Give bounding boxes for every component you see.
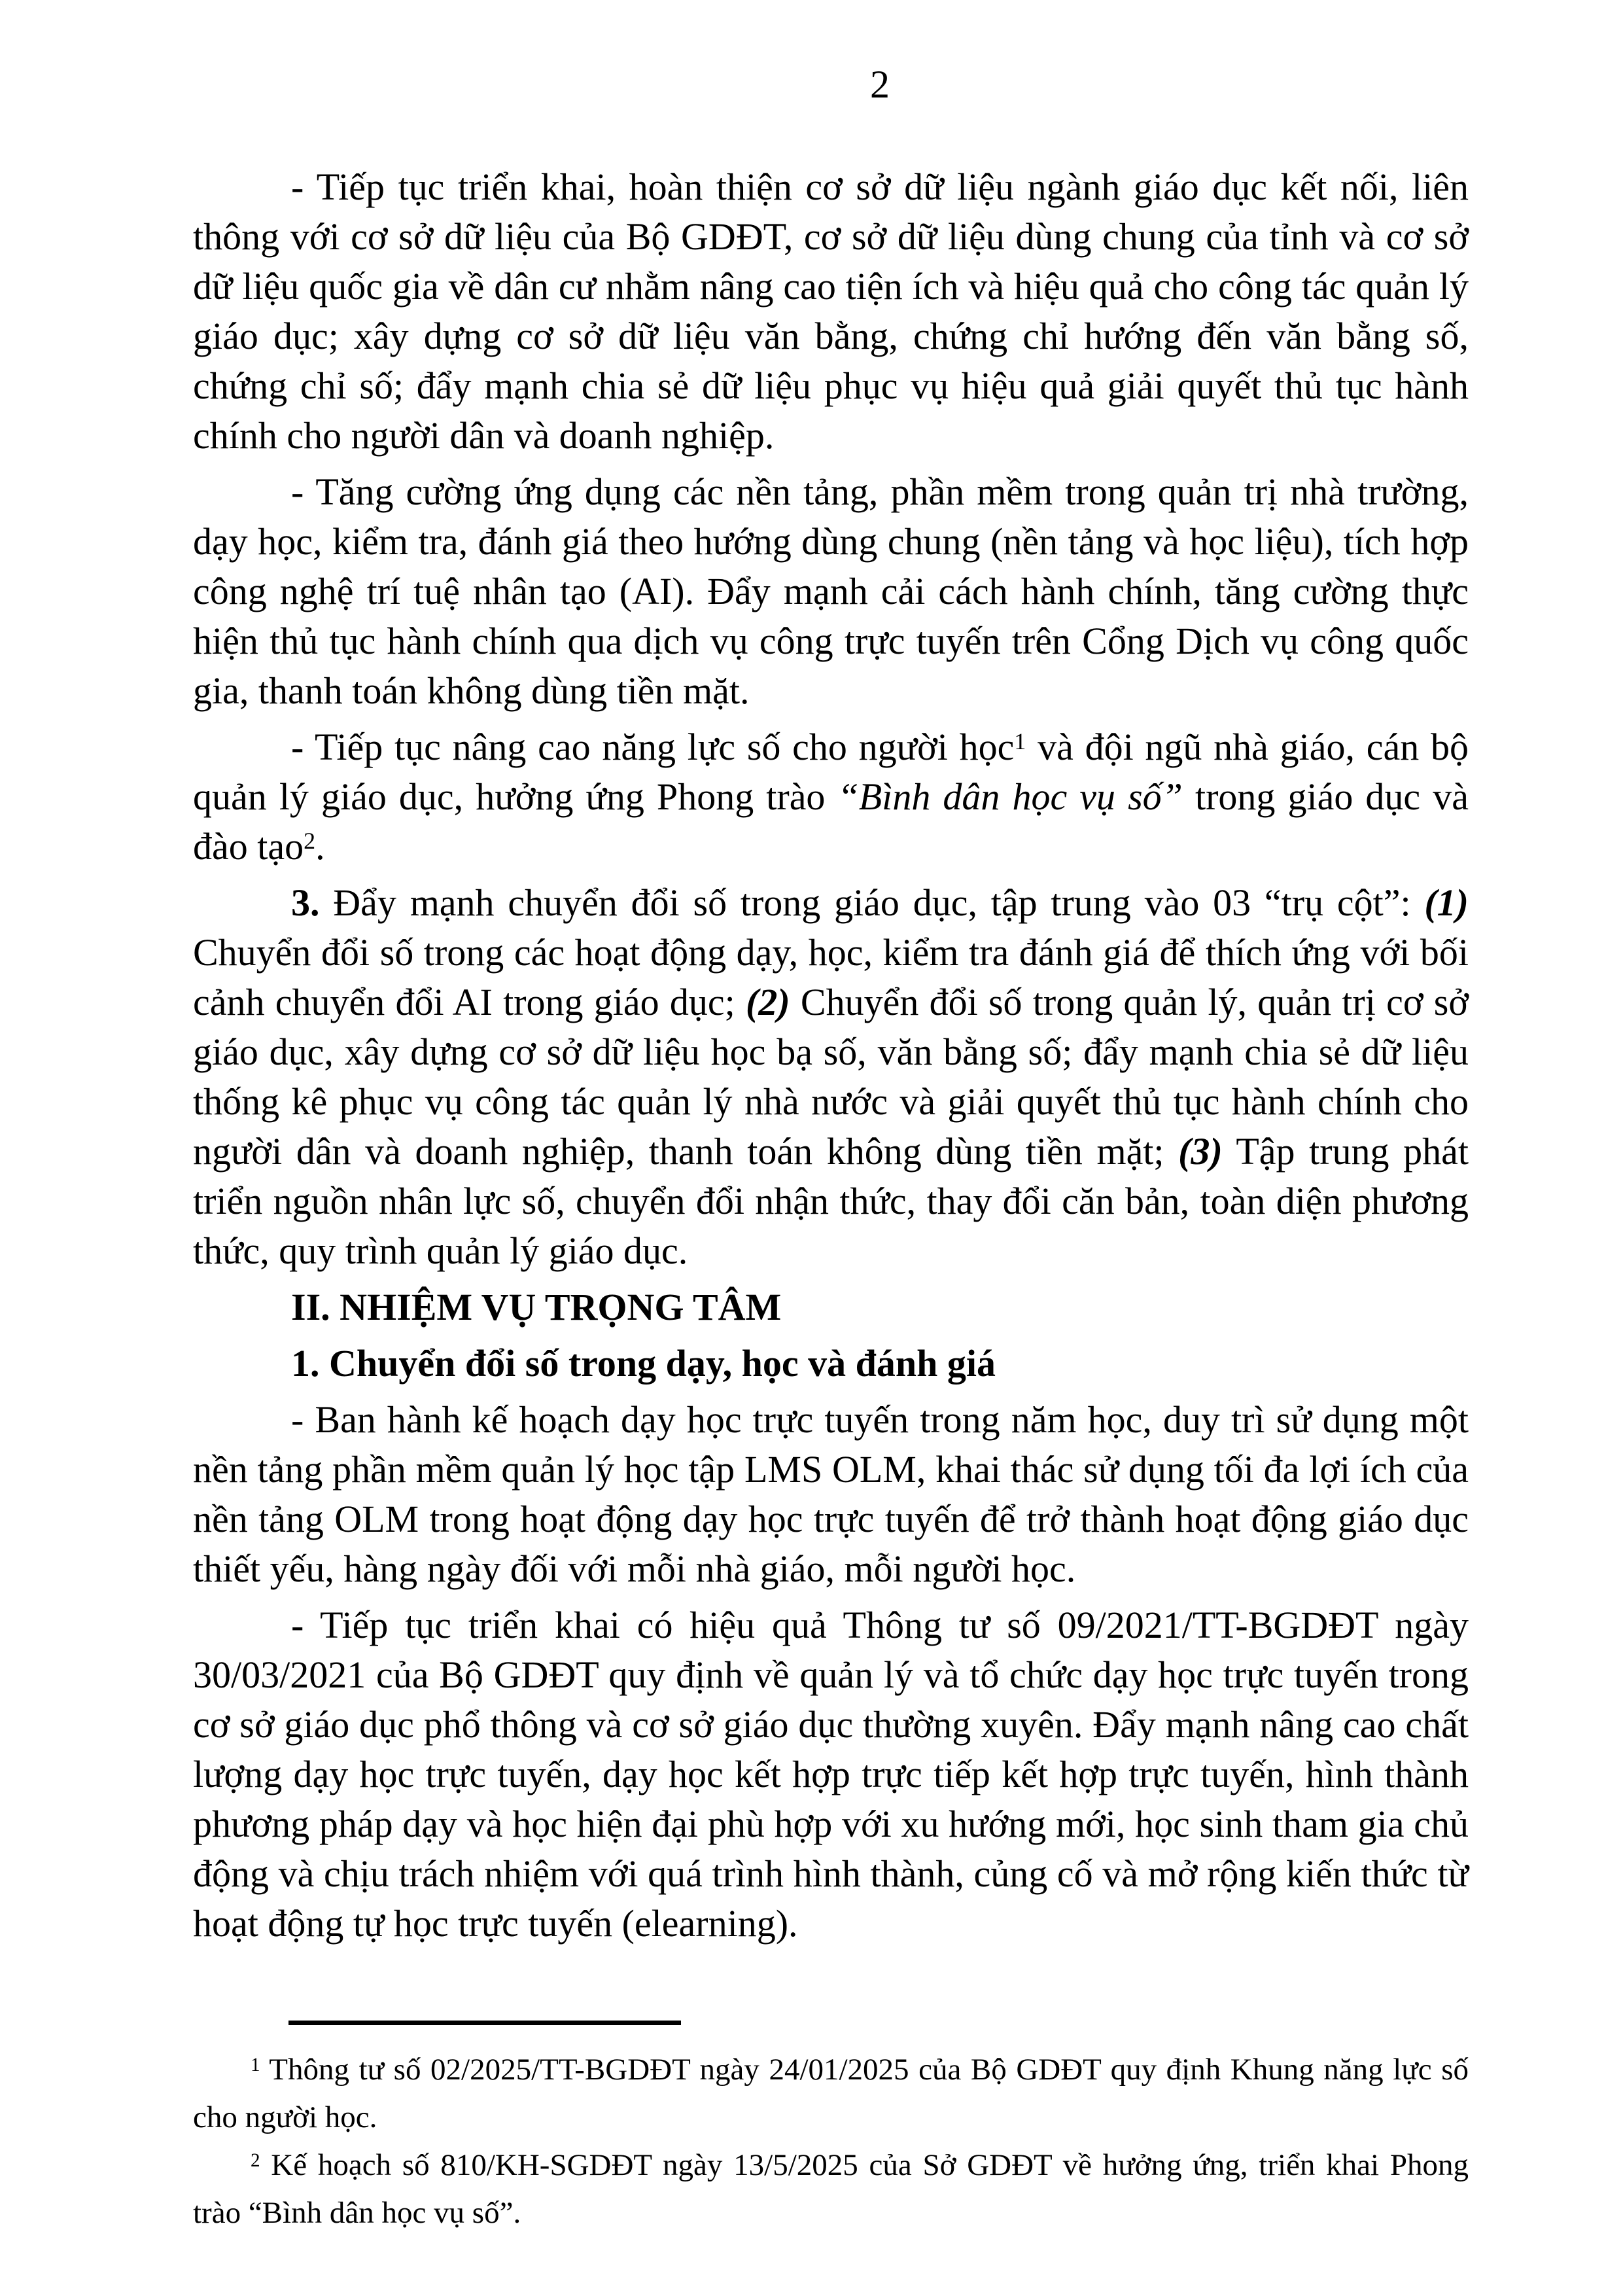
text-run: Kế hoạch số 810/KH-SGDĐT ngày 13/5/2025 của Sở GDĐT về hưởng ứng, triển khai Phong trào “Bình dân học vụ số”. [193,2148,1469,2230]
text-run: 1. Chuyển đổi số trong dạy, học và đánh giá [291,1342,996,1385]
text-run: trong giáo dục và đào tạo [193,775,1469,868]
document-body [193,162,1469,1949]
footnote-reference: 2 [304,827,316,854]
text-run: - Tiếp tục nâng cao năng lực số cho người học [291,726,1015,768]
text-run: (1) [1424,881,1469,924]
footnote-reference: 2 [251,2149,260,2171]
text-run: và đội ngũ nhà giáo, cán bộ quản lý giáo dục, hưởng ứng Phong trào [193,726,1469,818]
text-run: “Bình dân học vụ số” [837,775,1183,818]
text-run: Tập trung phát triển nguồn nhân lực số, chuyển đổi nhận thức, thay đổi căn bản, toàn diện phương thức, quy trình quản lý giáo dục. [193,1130,1469,1272]
paragraph [193,1395,1469,1594]
text-run: - Tiếp tục triển khai có hiệu quả Thông tư số 09/2021/TT-BGDĐT ngày 30/03/2021 của Bộ GDĐT quy định về quản lý và tổ chức dạy học trực tuyến trong cơ sở giáo dục phổ thông và cơ sở giáo dục thường xuyên. Đẩy mạnh nâng cao chất lượng dạy học trực tuyến, dạy học kết hợp trực tiếp kết hợp trực tuyến, hình thành phương pháp dạy và học hiện đại phù hợp với xu hướng mới, học sinh tham gia chủ động và chịu trách nhiệm với quá trình hình thành, củng cố và mở rộng kiến thức từ hoạt động tự học trực tuyến (elearning). [193,1604,1469,1945]
page-number: 2 [870,63,890,106]
text-run: (3) [1178,1130,1223,1173]
paragraph [193,722,1469,872]
text-run: . [315,825,325,868]
text-run: - Ban hành kế hoạch dạy học trực tuyến trong năm học, duy trì sử dụng một nền tảng phần mềm quản lý học tập LMS OLM, khai thác sử dụng tối đa lợi ích của nền tảng OLM trong hoạt động dạy học trực tuyến để trở thành hoạt động giáo dục thiết yếu, hàng ngày đối với mỗi nhà giáo, mỗi người học. [193,1398,1469,1590]
footnote-separator [288,2021,681,2025]
text-run: Thông tư số 02/2025/TT-BGDĐT ngày 24/01/2025 của Bộ GDĐT quy định Khung năng lực số cho người học. [193,2053,1469,2134]
text-run: - Tăng cường ứng dụng các nền tảng, phần mềm trong quản trị nhà trường, dạy học, kiểm tra, đánh giá theo hướng dùng chung (nền tảng và học liệu), tích hợp công nghệ trí tuệ nhân tạo (AI). Đẩy mạnh cải cách hành chính, tăng cường thực hiện thủ tục hành chính qua dịch vụ công trực tuyến trên Cổng Dịch vụ công quốc gia, thanh toán không dùng tiền mặt. [193,470,1469,712]
text-run: - Tiếp tục triển khai, hoàn thiện cơ sở dữ liệu ngành giáo dục kết nối, liên thông với cơ sở dữ liệu của Bộ GDĐT, cơ sở dữ liệu dùng chung của tỉnh và cơ sở dữ liệu quốc gia về dân cư nhằm nâng cao tiện ích và hiệu quả cho công tác quản lý giáo dục; xây dựng cơ sở dữ liệu văn bằng, chứng chỉ hướng đến văn bằng số, chứng chỉ số; đẩy mạnh chia sẻ dữ liệu phục vụ hiệu quả giải quyết thủ tục hành chính cho người dân và doanh nghiệp. [193,166,1469,457]
section-heading [193,1339,1469,1388]
footnote-item [193,2046,1469,2142]
paragraph [193,467,1469,716]
text-run: II. NHIỆM VỤ TRỌNG TÂM [291,1286,782,1328]
footnotes [193,2046,1469,2237]
paragraph [193,1600,1469,1949]
footnote-area [193,2021,1469,2237]
footnote-item [193,2142,1469,2237]
text-run: 3. [291,881,320,924]
text-run: Chuyển đổi số trong các hoạt động dạy, học, kiểm tra đánh giá để thích ứng với bối cảnh chuyển đổi AI trong giáo dục; [193,931,1469,1023]
paragraph [193,162,1469,461]
text-run: Chuyển đổi số trong quản lý, quản trị cơ sở giáo dục, xây dựng cơ sở dữ liệu học bạ số, văn bằng số; đẩy mạnh chia sẻ dữ liệu thống kê phục vụ công tác quản lý nhà nước và giải quyết thủ tục hành chính cho người dân và doanh nghiệp, thanh toán không dùng tiền mặt; [193,981,1469,1173]
footnote-reference: 1 [251,2054,260,2075]
text-run: Đẩy mạnh chuyển đổi số trong giáo dục, tập trung vào 03 “trụ cột”: [319,881,1425,924]
section-heading [193,1282,1469,1332]
text-run: (2) [746,981,790,1023]
paragraph [193,878,1469,1276]
footnote-reference: 1 [1014,728,1026,754]
